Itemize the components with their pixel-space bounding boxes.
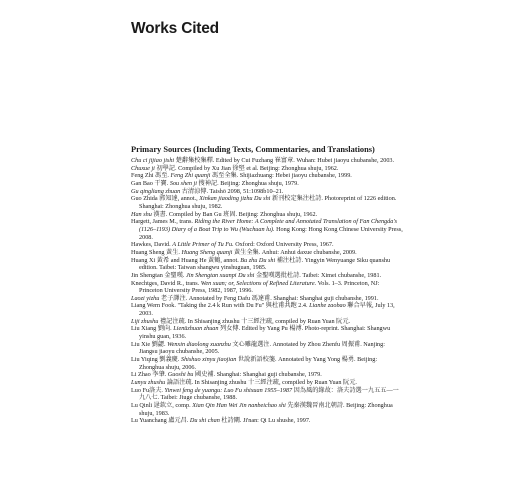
bibliography-entry <box>131 356 403 371</box>
entry-author: Hargett, James M., trans. <box>131 218 195 226</box>
bibliography-entry <box>131 371 403 379</box>
bibliography-entry <box>131 218 403 241</box>
entry-author: Feng Zhi 馮至. <box>131 172 171 180</box>
entry-author: Guo Zhida 郭知達, annot., <box>131 195 200 203</box>
bibliography-entry <box>131 172 403 180</box>
entry-details: 文心雕龍選注. Annotated by Zhou Zhenfu 周振甫. Nanjing: Jiangsu jiaoyu chubanshe, 2005. <box>139 340 385 356</box>
entry-details: 楚辭集校集釋. Edited by Cui Fuzhang 崔富章. Wuhan: Hubei jiaoyu chubanshe, 2003. <box>174 157 395 164</box>
entry-author: Liang Wern Fook. "Taking the 2.4 k Run with Du Fu" 與杜甫共跑 2.4. <box>131 302 310 310</box>
entry-details: 馮至全集. Shijiazhuang: Hebei jiaoyu chubanshe, 1999. <box>210 172 352 180</box>
entry-title: Laozi yizhu <box>131 294 160 302</box>
entry-details: 古清涼傳. Taishō 2098, 51:1098b10–21. <box>180 187 284 195</box>
bibliography-entry <box>131 302 403 317</box>
bibliography-entry <box>131 325 403 340</box>
entry-author: Liu Xie 劉勰. <box>131 340 168 348</box>
page-title: Works Cited <box>131 20 219 37</box>
entry-author: Luo Fu洛夫. <box>131 386 165 394</box>
entry-author: Liu Xiang 劉向. <box>131 325 174 333</box>
entry-details: 論語注疏. In Shisanjing zhushu 十三經注疏, compiled by Ruan Yuan 阮元. <box>165 379 357 387</box>
entry-details: 新刊校定集注杜詩. Photoreprint of 1226 edition. Shanghai: Zhonghua shuju, 1982. <box>139 195 397 210</box>
entry-title: Sou shen ji <box>169 179 197 187</box>
entry-details: 世說新語校箋. Annotated by Yang Yong 楊勇. Beijing: Zhonghua shuju, 2006. <box>139 356 378 371</box>
entry-title: Gu qingliang zhuan <box>131 187 181 195</box>
entry-title: Xian Qin Han Wei Jin nanbeichao shi <box>192 402 286 409</box>
entry-title: Du shi chan <box>189 417 220 425</box>
entry-details: 黃生全集. Anhui: Anhui daxue chubanshe, 2009. <box>232 248 357 256</box>
bibliography-entry <box>131 417 403 425</box>
entry-author: Huang Xi 黃希 and Huang He 黃鶴, annot. <box>131 256 241 264</box>
entry-author: Lu Yuanchang 盧元昌. <box>131 417 190 425</box>
entry-details: 先秦漢魏晉南北朝詩. Beijing: Zhonghua shuju, 1983. <box>139 402 393 417</box>
entry-author: Lu Qinli 逯欽立, comp. <box>131 402 193 409</box>
bibliography-entry <box>131 379 403 387</box>
entry-title: Bu zhu Du shi <box>240 256 276 264</box>
entry-author: Jin Shengtan 金聖嘆. <box>131 271 186 279</box>
entry-title: Chuxue ji <box>131 164 155 172</box>
bibliography-entry <box>131 157 403 165</box>
bibliography-entry <box>131 257 403 272</box>
entry-title: Wenxin diaolong xuanzhu <box>167 340 231 348</box>
entry-author: Knechtges, David R., trans. <box>131 279 201 287</box>
bibliography-entry <box>131 180 403 188</box>
entry-author: Li Zhao 李肇. <box>131 371 168 379</box>
entry-details: 聯合早報, July 13, 2003. <box>139 302 395 318</box>
entry-details: 搜神記. Beijing: Zhonghua shuju, 1979. <box>197 179 299 187</box>
entry-title: Lunyu zhushu <box>131 379 166 387</box>
entry-title: Chu ci jijiao jishi <box>131 157 175 164</box>
entry-author: Liu Yiqing 劉義慶. <box>131 356 181 364</box>
bibliography-entry <box>131 249 403 257</box>
entry-title: Shishuo xinyu jiaojian <box>180 356 237 364</box>
bibliography-entry <box>131 280 403 295</box>
entry-details: 禮記注疏. In Shisanjing zhushu 十三經注疏, compiled by Ruan Yuan 阮元. <box>158 317 351 325</box>
entry-title: Lianhe zaobao <box>309 302 346 310</box>
entry-author: Hawkes, David. <box>131 241 173 249</box>
bibliography-entry <box>131 402 403 417</box>
bibliography-entry <box>131 387 403 402</box>
entry-title: Yinwei feng de yuangu: Luo Fu shixuan 1955–1987 <box>164 386 293 394</box>
entry-details: 漢書. Compiled by Ban Gu 班固. Beijing: Zhonghua shuju, 1962. <box>151 210 318 218</box>
entry-title: Liji zhushu <box>131 317 159 325</box>
bibliography-entry <box>131 241 403 249</box>
bibliography-entry <box>131 211 403 219</box>
entry-details: 老子譯注. Annotated by Feng Dafu 馮達甫. Shanghai: Shanghai guji chubanshe, 1991. <box>159 294 379 302</box>
entry-title: Han shu <box>131 210 152 218</box>
bibliography-list <box>131 157 403 425</box>
bibliography-entry <box>131 195 403 210</box>
entry-details: 國史補. Shanghai: Shanghai guji chubanshe, 1979. <box>193 371 322 379</box>
entry-title: Feng Zhi quanji <box>170 172 211 180</box>
entry-details: 補注杜詩. Yingyin Wenyuange Siku quanshu edition. Taibei: Taiwan shangwu yinshuguan, 1985. <box>139 256 391 272</box>
bibliography-entry <box>131 272 403 280</box>
entry-details: 因為風的緣故：洛夫詩選一九五五—一九八七. Taibei: Jiuge chubanshe, 1988. <box>139 386 399 402</box>
entry-details: 金聖嘆選批杜詩. Taibei: Ximei chubanshe, 1981. <box>254 271 382 279</box>
entry-title: A Little Primer of Tu Fu. <box>172 241 234 249</box>
entry-details: Oxford: Oxford University Press, 1967. <box>233 241 334 249</box>
section-heading: Primary Sources (Including Texts, Commentaries, and Translations) <box>131 145 375 154</box>
entry-title: Riding the River Home: A Complete and Annotated Translation of Fan Chengda's (1126–1193) Diary of a Boat Trip to Wu (Wuchuan lu). <box>139 218 398 233</box>
bibliography-entry <box>131 341 403 356</box>
entry-title: Guoshi bu <box>167 371 194 379</box>
entry-title: Lienüzhuan zhuan <box>173 325 219 333</box>
entry-title: Wen xuan; or, Selections of Refined Literature. <box>200 279 317 287</box>
entry-author: Gan Bao 干寶. <box>131 179 170 187</box>
entry-details: Hong Kong: Hong Kong Chinese University Press, 2008. <box>139 225 403 241</box>
entry-title: Huang Sheng quanji <box>181 248 233 256</box>
entry-details: Vols. 1–3. Princeton, NJ: Princeton University Press, 1982, 1987, 1996. <box>139 279 380 295</box>
entry-title: Jin Shengtan xuanpi Du shi <box>186 271 255 279</box>
entry-details: 列女傳. Edited by Yang Pu 楊溥. Photo-reprint. Shanghai: Shangwu yinshu guan, 1936. <box>139 325 391 341</box>
entry-details: 初學記. Compiled by Xu Jian 徐堅 et al. Beijing: Zhonghua shuju, 1962. <box>154 164 339 172</box>
entry-title: Xinkan jiaoding jizhu Du shi <box>199 195 271 203</box>
entry-details: 杜詩闡. Ji'nan: Qi Lu shushe, 1997. <box>219 417 311 425</box>
entry-author: Huang Sheng 黃生. <box>131 248 182 256</box>
